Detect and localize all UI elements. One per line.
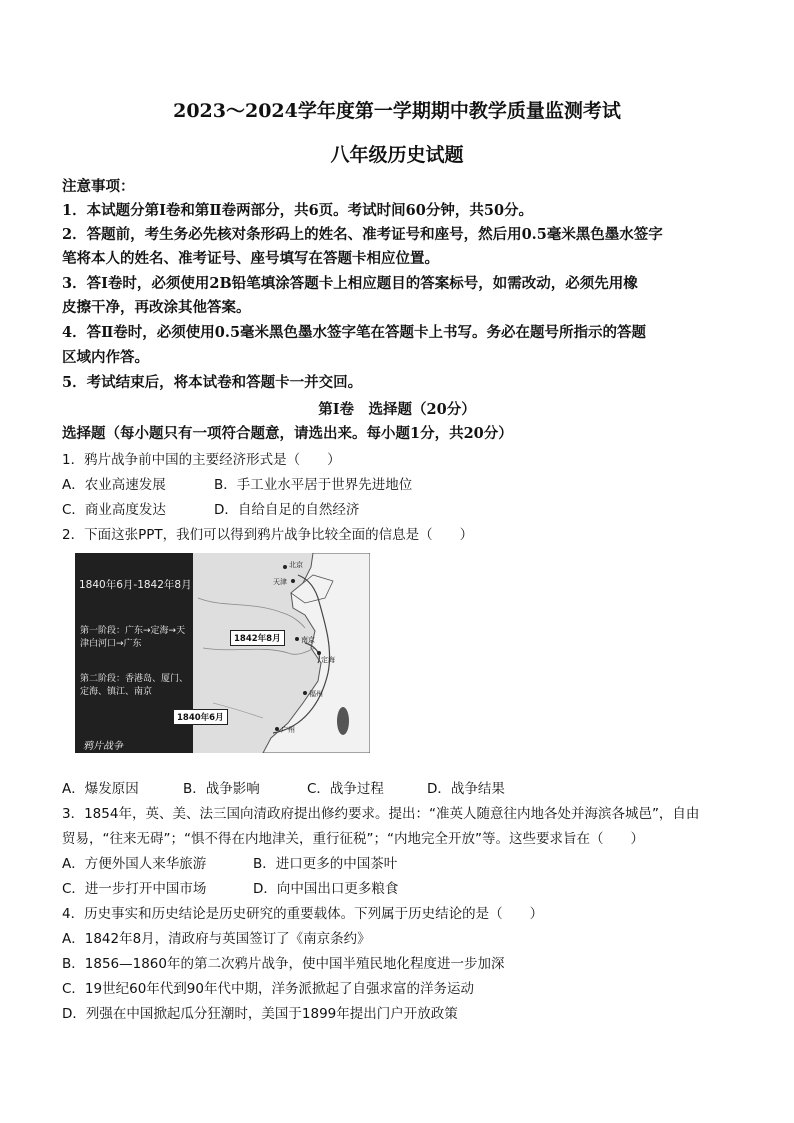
q2-stem: 2．下面这张PPT，我们可以得到鸦片战争比较全面的信息是（ ）: [62, 527, 474, 543]
city-tianjin: 天津: [273, 578, 287, 586]
q4-option-b: B．1856—1860年的第二次鸦片战争，使中国半殖民地化程度进一步加深: [62, 956, 505, 972]
note-line-2: 2．答题前，考生务必先核对条形码上的姓名、准考证号和座号，然后用0.5毫米黑色墨水签字: [62, 226, 663, 243]
q1-option-c: C．商业高度发达: [62, 502, 166, 518]
exam-subtitle: 八年级历史试题: [330, 144, 464, 166]
city-beijing: 北京: [289, 561, 303, 569]
q1-option-a: A．农业高速发展: [62, 477, 166, 493]
q2-option-b: B．战争影响: [183, 781, 260, 797]
q2-option-c: C．战争过程: [307, 781, 384, 797]
opium-war-map-figure: [75, 553, 370, 753]
q4-option-d: D．列强在中国掀起瓜分狂潮时，美国于1899年提出门户开放政策: [62, 1006, 458, 1022]
map-label-1840: 1840年6月: [173, 709, 228, 725]
notes-heading: 注意事项：: [62, 178, 135, 195]
note-line-5: 皮擦干净，再改涂其他答案。: [62, 299, 251, 316]
q4-option-a: A．1842年8月，清政府与英国签订了《南京条约》: [62, 931, 371, 947]
note-line-3: 笔将本人的姓名、准考证号、座号填写在答题卡相应位置。: [62, 250, 439, 267]
section-title: 第Ⅰ卷 选择题（20分）: [318, 401, 476, 418]
q1-option-b: B．手工业水平居于世界先进地位: [214, 477, 413, 493]
map-panel: [177, 553, 370, 753]
city-guangzhou: 广州: [281, 726, 295, 734]
note-line-4: 3．答Ⅰ卷时，必须使用2B铅笔填涂答题卡上相应题目的答案标号，如需改动，必须先用橡: [62, 275, 638, 292]
city-fuzhou: 福州: [309, 690, 323, 698]
q2-option-d: D．战争结果: [427, 781, 505, 797]
map-stage-2: 第二阶段：香港岛、厦门、定海、镇江、南京: [80, 674, 189, 697]
note-line-7: 区域内作答。: [62, 349, 149, 366]
q3-stem-line-2: 贸易，“往来无碍”；“惧不得在内地津关，重行征税”；“内地完全开放”等。这些要求旨在（ ）: [62, 831, 644, 847]
q3-option-a: A．方便外国人来华旅游: [62, 856, 207, 872]
map-dates: 1840年6月-1842年8月: [79, 579, 192, 591]
q4-option-c: C．19世纪60年代到90年代中期，洋务派掀起了自强求富的洋务运动: [62, 981, 474, 997]
city-nanjing: 南京: [301, 636, 315, 644]
q2-option-a: A．爆发原因: [62, 781, 139, 797]
note-line-6: 4．答Ⅱ卷时，必须使用0.5毫米黑色墨水签字笔在答题卡上书写。务必在题号所指示的答题: [62, 324, 647, 341]
q3-option-b: B．进口更多的中国茶叶: [253, 856, 398, 872]
q1-option-d: D．自给自足的自然经济: [214, 502, 360, 518]
map-caption: 鸦片战争: [83, 741, 123, 752]
note-line-8: 5．考试结束后，将本试卷和答题卡一并交回。: [62, 374, 363, 391]
city-dinghai: 定海: [321, 656, 335, 664]
note-line-1: 1．本试题分第Ⅰ卷和第Ⅱ卷两部分，共6页。考试时间60分钟，共50分。: [62, 202, 534, 219]
q3-option-d: D．向中国出口更多粮食: [253, 881, 399, 897]
q3-option-c: C．进一步打开中国市场: [62, 881, 207, 897]
map-stage-1: 第一阶段：广东→定海→天津白河口→广东: [80, 626, 186, 649]
section-instruction: 选择题（每小题只有一项符合题意，请选出来。每小题1分，共20分）: [62, 425, 513, 442]
exam-title: 2023～2024学年度第一学期期中教学质量监测考试: [173, 100, 621, 122]
q4-stem: 4．历史事实和历史结论是历史研究的重要载体。下列属于历史结论的是（ ）: [62, 906, 544, 922]
q1-stem: 1．鸦片战争前中国的主要经济形式是（ ）: [62, 452, 341, 468]
q3-stem-line-1: 3．1854年，英、美、法三国向清政府提出修约要求。提出：“准英人随意往内地各处并海滨各城邑”，自由: [62, 806, 700, 822]
map-label-1842: 1842年8月: [230, 630, 285, 646]
